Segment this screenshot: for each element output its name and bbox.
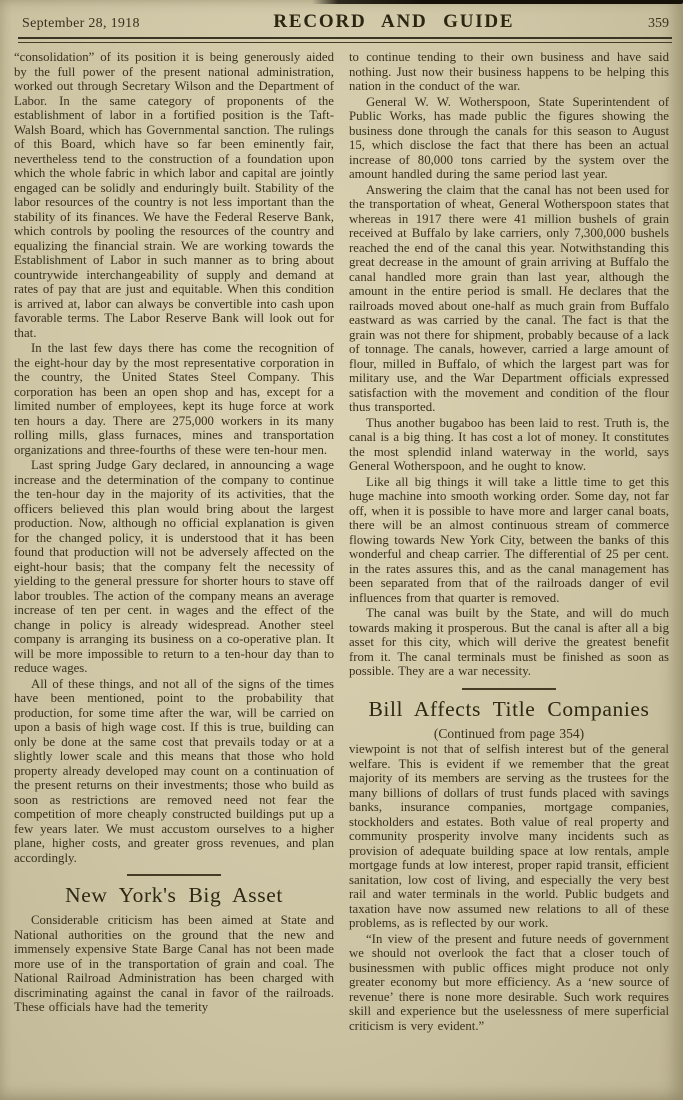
article-paragraph: All of these things, and not all of the signs of the times have been mentioned, point to the probability that production, for some time after the war, will be carried on upon a basis of high wage cost. If this is true, building can only be done at the same cost that prevails today or at a slightly lower scale and this means that those who hold property already developed may count on a continuation of the present returns on their investments; those who build as soon as restrictions are removed need not fear the competition of more cheaply constructed buildings put up a few years later. We must accustom ourselves to a higher plane, higher costs, and greater gross revenues, and plan accordingly. — [14, 676, 334, 865]
article-paragraph: viewpoint is not that of selfish interest but of the general welfare. This is evident if we remember that the great majority of its members are serving as the trustees for the many billions of dollars of trust funds placed with savings banks, insurance companies, mortgage companies, stockholders and estates. Both value of real property and community prosperity involve many incidents such as provision of adequate building space at low rentals, ample mortgage funds at low interest, proper rapid transit, efficient sanitation, low cost of living, and especially the very best rail and water terminals in the world. Public budgets and taxation have now assumed new relations to all of these problems, as is reflected by our work. — [349, 742, 669, 930]
page-header — [0, 0, 683, 33]
article-paragraph: “In view of the present and future needs of government we should not overlook the fact that a closer touch of businessmen with public offices might produce not only greater economy but more efficiency. As a ‘new source of revenue’ there is none more desirable. Such work requires skill and experience but the uselessness of mere superficial criticism is very evident.” — [349, 931, 669, 1033]
left-column — [14, 50, 334, 1034]
article-paragraph: Thus another bugaboo has been laid to rest. Truth is, the canal is a big thing. It has cost a lot of money. It constitutes the most splendid inland waterway in the world, says General Wotherspoon, and he ought to know. — [349, 415, 669, 473]
right-column — [349, 50, 669, 1034]
scan-artifact-bar — [312, 0, 683, 4]
article-paragraph: Considerable criticism has been aimed at State and National authorities on the ground that the new and immensely expensive State Barge Canal has not been made more use of in the transportation of grain and coal. The National Railroad Administration has been charged with discriminating against the canal in favor of the railroads. These officials have had the temerity — [14, 913, 334, 1014]
article-paragraph: Answering the claim that the canal has not been used for the transportation of wheat, General Wotherspoon states that whereas in 1917 there were 41 million bushels of grain received at Buffalo by lake carriers, only 7,300,000 bushels reached the end of the canal this year. Notwithstanding this great decrease in the amount of grain arriving at Buffalo the canal handled more grain than last year, although the amount in the entire period is small. He declares that the railroads moved about one-half as much grain from Buffalo eastward as was carried by the canal. The fact is that the grain was not there for shipment, probably because of a lack of tonnage. The canals, however, carried a large amount of flour, milled in Buffalo, of which the largest part was for military use, and the War Department officials expressed satisfaction with the movement and condition of the flour thus transported. — [349, 182, 669, 414]
publication-title: RECORD AND GUIDE — [273, 11, 515, 32]
article-paragraph: In the last few days there has come the recognition of the eight-hour day by the most representative corporation in the country, the United States Steel Company. This corporation has been an open shop and has, except for a limited number of employees, kept its huge force at work ten hours a day. There are 275,000 workers in its many rolling mills, glass furnaces, mines and transportation organizations and three-fourths of these were ten-hour men. — [14, 341, 334, 457]
article-paragraph: Like all big things it will take a little time to get this huge machine into smooth working order. Some day, not far off, when it is possible to have more and larger canal boats, there will be an almost continuous stream of commerce flowing towards New York City, between the banks of this wonderful and cheap carrier. The differential of 25 per cent. in the rates assures this, and as the canal management has been separated from that of the railroads danger of evil influences from that quarter is removed. — [349, 474, 669, 605]
article-paragraph: “consolidation” of its position it is being generously aided by the full power of the present national administration, worked out through Secretary Wilson and the Department of Labor. In the same category of proponents of the establishment of labor in a fortified position is the Taft-Walsh Board, which has Governmental sanction. The rulings of this Board, which have so far been eminently fair, nevertheless tend to the construction of a foundation upon which the whole fabric in which labor and capital are jointly engaged can be solidly and enduringly built. Stability of the labor resources of the country is not less important than the stability of its finances. We have the Federal Reserve Bank, which controls by pooling the resources of the country and equalizing the financial strain. We are working towards the Establishment of Labor in such manner as to bring about countrywide interchangeability of supply and demand at rates of pay that are just and equitable. When this condition is arrived at, labor can always be convertible into cash upon favorable terms. The Labor Reserve Bank will look out for that. — [14, 50, 334, 340]
article-paragraph: to continue tending to their own business and have said nothing. Just now their business happens to be helping this nation in the conduct of the war. — [349, 50, 669, 93]
article-paragraph: General W. W. Wotherspoon, State Superintendent of Public Works, has made public the figures showing the business done through the canals for this season to August 15, which disclose the fact that there has been an actual increase of 80,000 tons carried by the system over the amount handled during the same period last year. — [349, 94, 669, 181]
issue-date: September 28, 1918 — [22, 16, 140, 31]
page-number: 359 — [647, 16, 669, 31]
section-divider-rule — [127, 874, 221, 876]
text-columns — [0, 43, 683, 1034]
article-paragraph: Last spring Judge Gary declared, in announcing a wage increase and the determination of the company to continue the ten-hour day in the majority of its activities, that the officers believed this plan would bring about the largest production. Now, although no official explanation is given for the changed policy, it is understood that it has been found that production will not be adversely affected on the eight-hour basis; that the company felt the necessity of yielding to the general pressure for shorter hours to stave off labor troubles. The action of the company means an average increase of ten per cent. in wages and the effect of the change in policy is already widespread. Another steel company is arranging its business on a co-operative plan. It will be more impossible to return to a ten-hour day than to reduce wages. — [14, 458, 334, 675]
article-heading-new-yorks-big-asset: New York's Big Asset — [65, 883, 283, 907]
continued-from-note: (Continued from page 354) — [433, 725, 585, 741]
article-heading-bill-affects-title-companies: Bill Affects Title Companies — [368, 696, 650, 721]
article-paragraph: The canal was built by the State, and will do much towards making it prosperous. But the canal is after all a big asset for this city, which will derive the greatest benefit from it. The canal terminals must be finished as soon as possible. They are a war necessity. — [349, 606, 669, 678]
section-divider-rule — [462, 688, 556, 690]
